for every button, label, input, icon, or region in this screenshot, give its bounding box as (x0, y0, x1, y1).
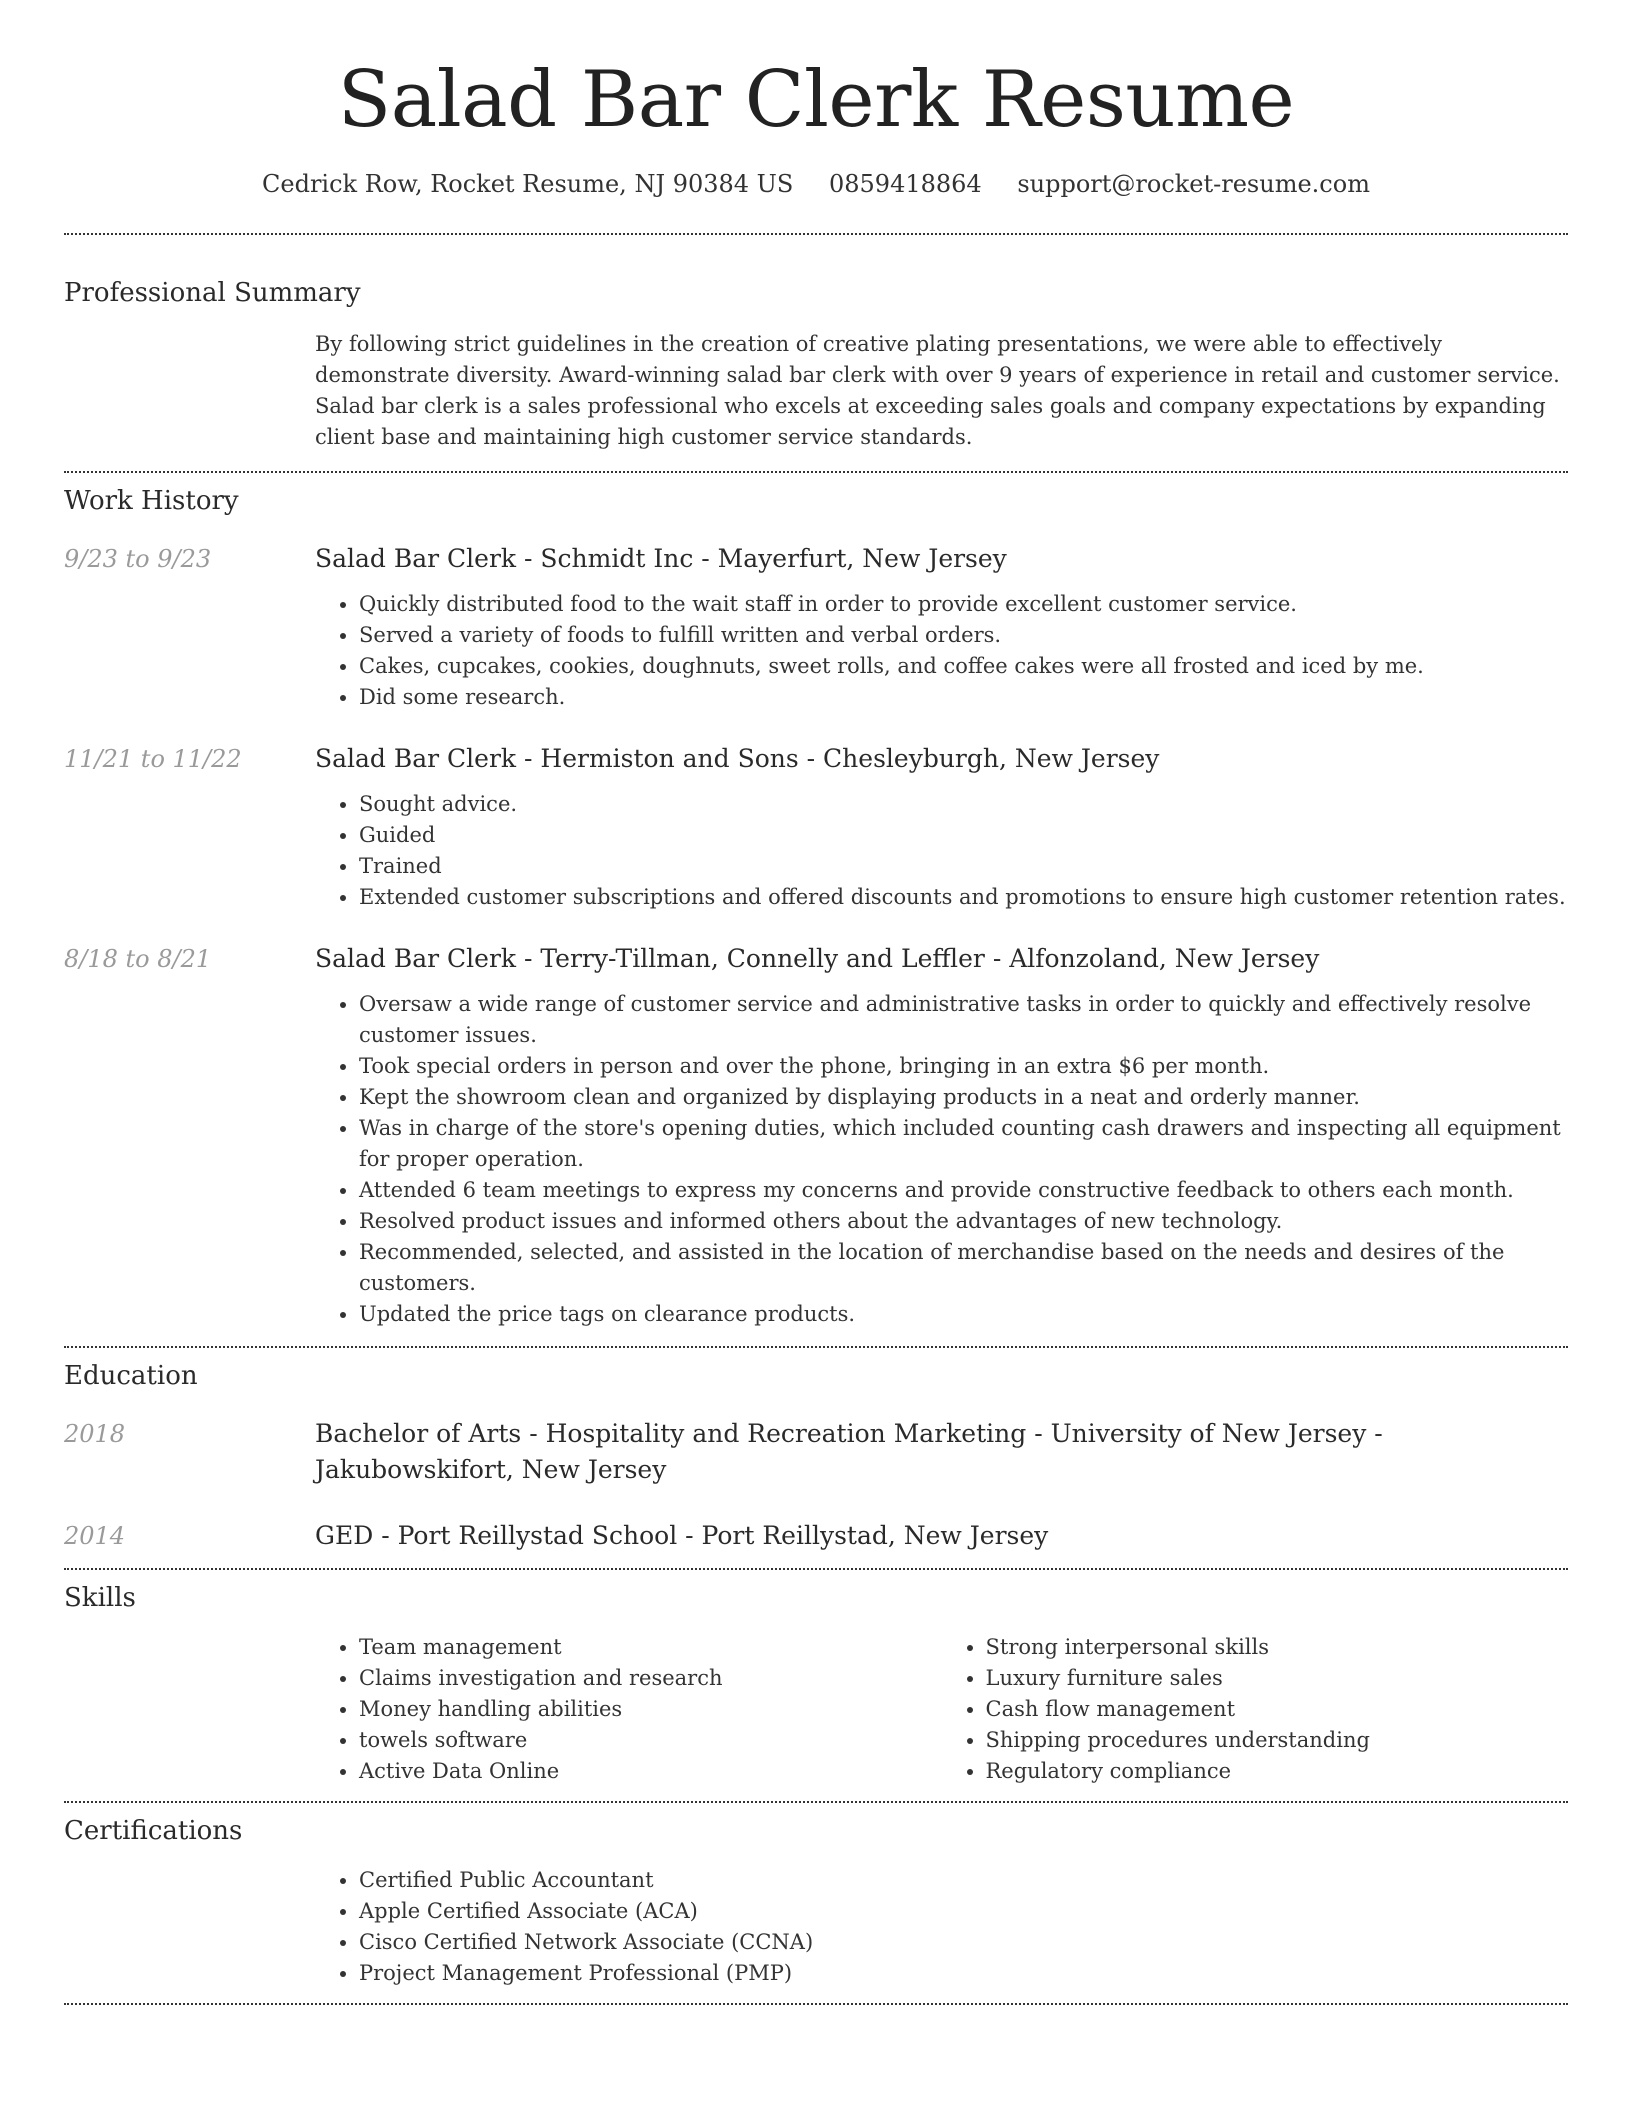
list-item: • Strong interpersonal skills (986, 1632, 1569, 1663)
list-item: • Cash flow management (986, 1694, 1569, 1725)
contact-email: support@rocket-resume.com (1017, 170, 1370, 198)
list-item: • Cakes, cupcakes, cookies, doughnuts, sweet rolls, and coffee cakes were all frosted and iced by me. (359, 651, 1568, 682)
list-item: • Updated the price tags on clearance products. (359, 1299, 1568, 1330)
list-item: • Trained (359, 851, 1568, 882)
skills-columns (315, 1632, 1568, 1801)
job-date: 9/23 to 9/23 (64, 545, 212, 573)
list-item: • Sought advice. (359, 789, 1568, 820)
job-body (315, 541, 1568, 713)
job-title: Salad Bar Clerk - Terry-Tillman, Connelly and Leffler - Alfonzoland, New Jersey (315, 944, 1320, 973)
divider (64, 2003, 1568, 2005)
list-item: • Oversaw a wide range of customer service and administrative tasks in order to quickly and effectively resolve customer issues. (359, 989, 1568, 1051)
certifications-body (315, 1865, 1568, 1989)
summary-section (64, 235, 1568, 453)
contact-address: Cedrick Row, Rocket Resume, NJ 90384 US (262, 170, 794, 198)
summary-text: By following strict guidelines in the creation of creative plating presentations, we were able to effectively demonstrate diversity. Award-winning salad bar clerk with over 9 years of experience in retail and customer service. Salad bar clerk is a sales professional who excels at exceeding sales goals and company expectations by expanding client base and maintaining high customer service standards. (315, 332, 1560, 449)
job-entry (64, 541, 1568, 713)
list-item: • Luxury furniture sales (986, 1663, 1569, 1694)
list-item: • Certified Public Accountant (359, 1865, 1568, 1896)
job-entry (64, 741, 1568, 913)
list-item: • Active Data Online (359, 1756, 942, 1787)
contact-line (64, 168, 1568, 200)
job-bullets (315, 589, 1568, 713)
job-title: Salad Bar Clerk - Hermiston and Sons - Chesleyburgh, New Jersey (315, 744, 1160, 773)
list-item: • Claims investigation and research (359, 1663, 942, 1694)
education-entry (64, 1518, 1568, 1554)
job-entry (64, 941, 1568, 1346)
list-item: • Attended 6 team meetings to express my concerns and provide constructive feedback to others each month. (359, 1175, 1568, 1206)
resume-title: Salad Bar Clerk Resume (337, 55, 1295, 145)
section-title-summary: Professional Summary (64, 278, 361, 308)
section-title-education: Education (64, 1361, 198, 1391)
skills-list-left (315, 1632, 942, 1787)
list-item: • Guided (359, 820, 1568, 851)
education-date: 2018 (64, 1420, 126, 1448)
contact-phone: 0859418864 (828, 170, 982, 198)
list-item: • Shipping procedures understanding (986, 1725, 1569, 1756)
education-date: 2014 (64, 1522, 126, 1550)
section-title-work: Work History (64, 486, 239, 516)
skills-list-right (942, 1632, 1569, 1787)
certifications-section (64, 1803, 1568, 1989)
list-item: • Quickly distributed food to the wait staff in order to provide excellent customer service. (359, 589, 1568, 620)
job-title: Salad Bar Clerk - Schmidt Inc - Mayerfurt, New Jersey (315, 544, 1007, 573)
list-item: • Project Management Professional (PMP) (359, 1958, 1568, 1989)
job-body (315, 941, 1568, 1346)
section-title-certifications: Certifications (64, 1816, 243, 1846)
list-item: • Cisco Certified Network Associate (CCNA) (359, 1927, 1568, 1958)
list-item: • Served a variety of foods to fulfill written and verbal orders. (359, 620, 1568, 651)
education-text: Bachelor of Arts - Hospitality and Recreation Marketing - University of New Jersey - Jakubowskifort, New Jersey (315, 1419, 1383, 1484)
list-item: • Apple Certified Associate (ACA) (359, 1896, 1568, 1927)
list-item: • Did some research. (359, 682, 1568, 713)
job-body (315, 741, 1568, 913)
list-item: • Was in charge of the store's opening duties, which included counting cash drawers and inspecting all equipment for proper operation. (359, 1113, 1568, 1175)
job-bullets (315, 789, 1568, 913)
education-entry (64, 1416, 1568, 1488)
education-section (64, 1348, 1568, 1554)
job-date: 11/21 to 11/22 (64, 745, 242, 773)
job-bullets (315, 989, 1568, 1330)
list-item: • Team management (359, 1632, 942, 1663)
section-title-skills: Skills (64, 1583, 136, 1613)
list-item: • Extended customer subscriptions and offered discounts and promotions to ensure high customer retention rates. (359, 882, 1568, 913)
certifications-list (315, 1865, 1568, 1989)
list-item: • Money handling abilities (359, 1694, 942, 1725)
list-item: • towels software (359, 1725, 942, 1756)
list-item: • Kept the showroom clean and organized by displaying products in a neat and orderly manner. (359, 1082, 1568, 1113)
list-item: • Recommended, selected, and assisted in the location of merchandise based on the needs and desires of the customers. (359, 1237, 1568, 1299)
resume-page (64, 0, 1568, 2005)
education-text: GED - Port Reillystad School - Port Reillystad, New Jersey (315, 1521, 1049, 1550)
list-item: • Resolved product issues and informed others about the advantages of new technology. (359, 1206, 1568, 1237)
job-date: 8/18 to 8/21 (64, 945, 212, 973)
list-item: • Took special orders in person and over the phone, bringing in an extra $6 per month. (359, 1051, 1568, 1082)
list-item: • Regulatory compliance (986, 1756, 1569, 1787)
skills-section (64, 1570, 1568, 1801)
work-history-section (64, 473, 1568, 1346)
